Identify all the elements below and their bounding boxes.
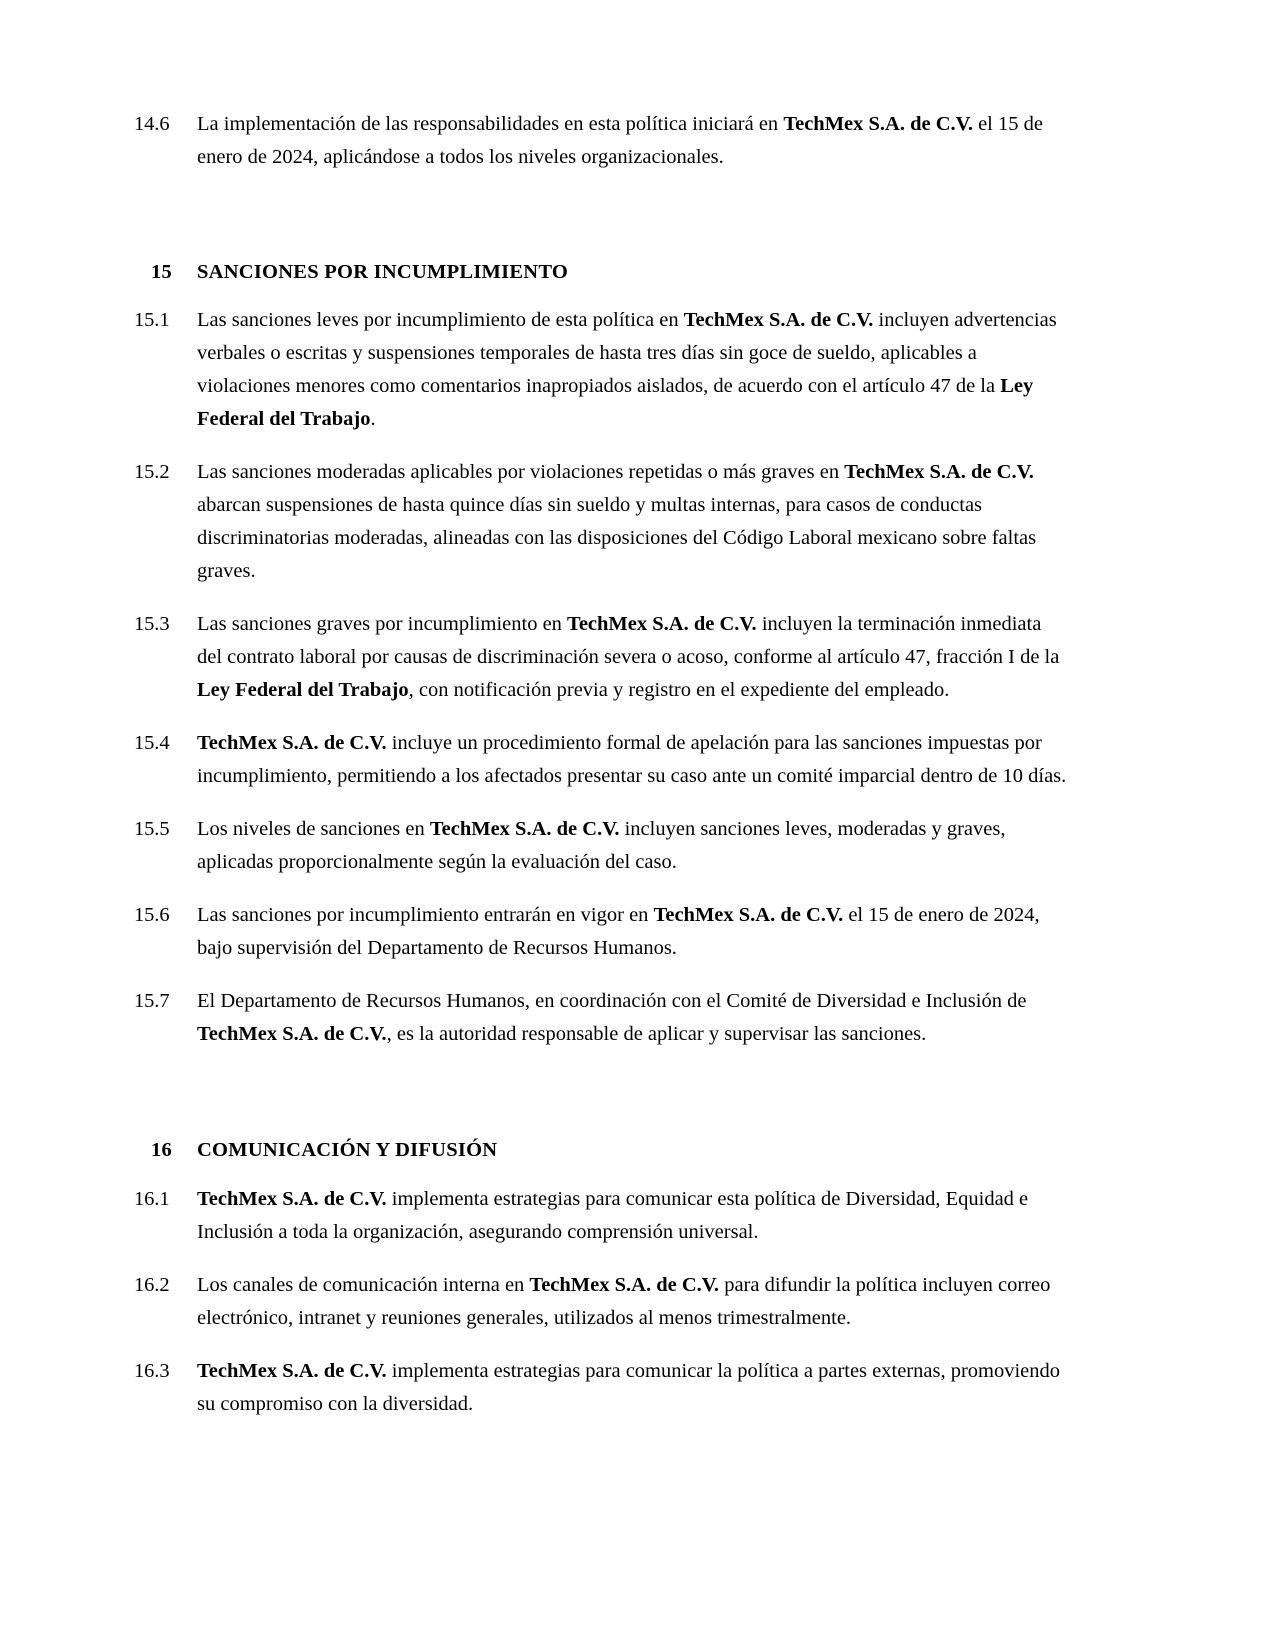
clause-15.5 [134, 813, 1070, 879]
emphasis-text: TechMex S.A. de C.V. [783, 113, 973, 135]
emphasis-text: TechMex S.A. de C.V. [197, 1360, 387, 1382]
emphasis-text: Ley Federal del Trabajo [197, 679, 409, 701]
clause-text: La implementación de las responsabilidades en esta política iniciará en TechMex S.A. de C.V. el 15 de enero de 2024, aplicándose a todos los niveles organizacionales. [197, 113, 1043, 168]
clause-number: 16.2 [134, 1274, 170, 1296]
clause-15.7 [134, 985, 1070, 1051]
clause-15.6 [134, 899, 1070, 965]
clause-15.4 [134, 727, 1070, 793]
section-title: SANCIONES POR INCUMPLIMIENTO [197, 261, 569, 283]
emphasis-text: TechMex S.A. de C.V. [197, 732, 387, 754]
document-content [134, 108, 1070, 1421]
section-heading-15 [134, 256, 1070, 289]
emphasis-text: TechMex S.A. de C.V. [653, 904, 844, 926]
clause-text: El Departamento de Recursos Humanos, en coordinación con el Comité de Diversidad e Inclusión de TechMex S.A. de C.V., es la autoridad responsable de aplicar y supervisar las sanciones. [197, 990, 1027, 1045]
emphasis-text: Ley Federal del Trabajo [197, 375, 1034, 430]
clause-14.6 [134, 108, 1070, 174]
clause-text: TechMex S.A. de C.V. implementa estrategias para comunicar la política a partes externas, promoviendo su compromiso con la diversidad. [197, 1360, 1061, 1415]
clause-15.1 [134, 304, 1070, 436]
section-gap-before [134, 1071, 1070, 1134]
clause-number: 15.1 [134, 309, 170, 331]
clause-number: 15.5 [134, 818, 170, 840]
clause-16.1 [134, 1183, 1070, 1249]
clause-text: TechMex S.A. de C.V. incluye un procedimiento formal de apelación para las sanciones impuestas por incumplimiento, permitiendo a los afectados presentar su caso ante un comité imparcial dentro de 10 días. [197, 732, 1067, 787]
clause-16.3 [134, 1355, 1070, 1421]
clause-text: Las sanciones moderadas aplicables por violaciones repetidas o más graves en TechMex S.A. de C.V. abarcan suspensiones de hasta quince días sin sueldo y multas internas, para casos de conductas discriminatorias moderadas, alineadas con las disposiciones del Código Laboral mexicano sobre faltas graves. [197, 461, 1037, 582]
emphasis-text: TechMex S.A. de C.V. [844, 461, 1034, 483]
section-title: COMUNICACIÓN Y DIFUSIÓN [197, 1139, 498, 1161]
clause-text: Las sanciones leves por incumplimiento de esta política en TechMex S.A. de C.V. incluyen advertencias verbales o escritas y suspensiones temporales de hasta tres días sin goce de sueldo, aplicables a violaciones menores como comentarios inapropiados aislados, de acuerdo con el artículo 47 de la Ley Federal del Trabajo. [197, 309, 1057, 430]
clause-15.2 [134, 456, 1070, 588]
clause-number: 14.6 [134, 113, 170, 135]
clause-text: Las sanciones graves por incumplimiento en TechMex S.A. de C.V. incluyen la terminación inmediata del contrato laboral por causas de discriminación severa o acoso, conforme al artículo 47, fracción I de la Ley Federal del Trabajo, con notificación previa y registro en el expediente del empleado. [197, 613, 1060, 701]
section-gap-before [134, 194, 1070, 256]
clause-number: 15.4 [134, 732, 170, 754]
emphasis-text: TechMex S.A. de C.V. [197, 1023, 387, 1045]
clause-text: TechMex S.A. de C.V. implementa estrategias para comunicar esta política de Diversidad, Equidad e Inclusión a toda la organización, asegurando comprensión universal. [197, 1188, 1029, 1243]
clause-number: 15.6 [134, 904, 170, 926]
section-gap-after [134, 1167, 1070, 1183]
section-number: 15 [151, 261, 172, 283]
clause-number: 15.2 [134, 461, 170, 483]
emphasis-text: TechMex S.A. de C.V. [683, 309, 874, 331]
clause-number: 16.1 [134, 1188, 170, 1210]
section-gap-after [134, 289, 1070, 304]
emphasis-text: TechMex S.A. de C.V. [197, 1188, 387, 1210]
clause-text: Los niveles de sanciones en TechMex S.A. de C.V. incluyen sanciones leves, moderadas y graves, aplicadas proporcionalmente según la evaluación del caso. [197, 818, 1006, 873]
clause-text: Las sanciones por incumplimiento entrarán en vigor en TechMex S.A. de C.V. el 15 de enero de 2024, bajo supervisión del Departamento de Recursos Humanos. [197, 904, 1040, 959]
clause-16.2 [134, 1269, 1070, 1335]
clause-number: 16.3 [134, 1360, 170, 1382]
emphasis-text: TechMex S.A. de C.V. [429, 818, 620, 840]
section-number: 16 [151, 1139, 172, 1161]
clause-number: 15.3 [134, 613, 170, 635]
emphasis-text: TechMex S.A. de C.V. [567, 613, 757, 635]
clause-text: Los canales de comunicación interna en TechMex S.A. de C.V. para difundir la política incluyen correo electrónico, intranet y reuniones generales, utilizados al menos trimestralmente. [197, 1274, 1051, 1329]
emphasis-text: TechMex S.A. de C.V. [529, 1274, 720, 1296]
clause-number: 15.7 [134, 990, 170, 1012]
clause-15.3 [134, 608, 1070, 707]
section-heading-16 [134, 1134, 1070, 1167]
